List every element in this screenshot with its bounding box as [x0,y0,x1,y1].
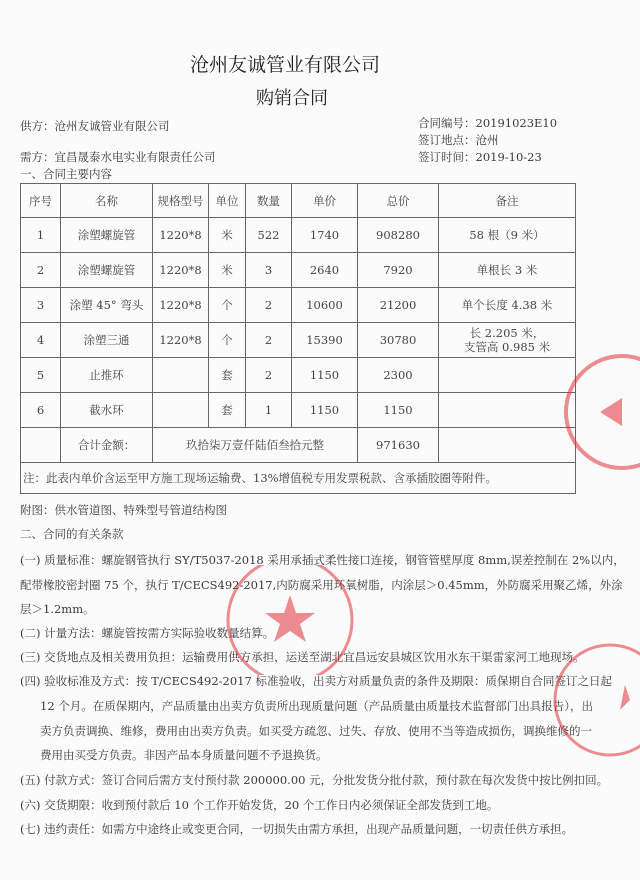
clause-line: (六) 交货期限：收到预付款后 10 个工作开始发货，20 个工作日内必须保证全部发货到工地。 [20,798,499,812]
column-header: 数量 [246,184,292,218]
table-cell: 单根长 3 米 [439,253,576,288]
table-cell: 单个长度 4.38 米 [439,288,576,323]
column-header: 总价 [358,184,439,218]
supplier-seal-stamp [215,565,365,675]
document-title: 购销合同 [256,88,328,109]
table-cell: 截水环 [61,393,153,428]
table-row [21,323,576,358]
total-label: 合计金额： [61,428,153,463]
total-row [21,428,576,463]
table-cell: 1150 [358,393,439,428]
table-cell: 6 [21,393,61,428]
clause-line: (四) 验收标准及方式：按 T/CECS492-2017 标准验收，出卖方对质量负责的条件及期限：质保期自合同签订之日起 [20,674,612,688]
table-cell: 1220*8 [153,218,209,253]
column-header: 备注 [439,184,576,218]
clause-line: 配带橡胶密封圈 75 个，执行 T/CECS492-2017,内防腐采用环氧树脂，内涂层＞0.45mm，外防腐采用聚乙烯，外涂 [20,578,623,592]
table-row [21,218,576,253]
table-cell: 1 [246,393,292,428]
clause-line: 层＞1.2mm。 [20,602,95,616]
table-row [21,253,576,288]
table-cell: 2640 [292,253,358,288]
clause-line: (三) 交货地点及相关费用负担：运输费用供方承担，运送至湖北宜昌远安县城区饮用水东干渠雷家河工地现场。 [20,650,585,664]
supplier: 供方：沧州友诚管业有限公司 [20,119,170,133]
table-cell [153,358,209,393]
company-title: 沧州友诚管业有限公司 [190,54,381,76]
table-cell: 7920 [358,253,439,288]
table-cell: 4 [21,323,61,358]
table-cell: 2 [21,253,61,288]
clause-line: 费用由买受方负责。非因产品本身质量问题不予退换货。 [40,748,328,762]
table-cell: 15390 [292,323,358,358]
sign-date: 签订时间：2019-10-23 [418,150,542,164]
table-cell: 522 [246,218,292,253]
sign-place: 签订地点：沧州 [418,133,499,147]
table-cell: 1150 [292,358,358,393]
supplier-seal-stamp-2 [540,640,640,760]
clause-line: (五) 付款方式：签订合同后需方支付预付款 200000.00 元，分批发货分批付款，预付款在每次发货中按比例扣回。 [20,773,609,787]
table-cell: 30780 [358,323,439,358]
buyer: 需方：宜昌晟泰水电实业有限责任公司 [20,150,216,164]
table-cell: 长 2.205 米， 支管高 0.985 米 [439,323,576,358]
table-cell: 个 [209,323,246,358]
table-header [21,184,576,218]
table-cell: 1220*8 [153,323,209,358]
table-note: 注：此表内单价含运至甲方施工现场运输费、13%增值税专用发票税款、含承插胶圈等附件。 [21,463,576,494]
table-cell: 21200 [358,288,439,323]
table-cell: 套 [209,358,246,393]
items-table [20,183,576,494]
table-cell: 1220*8 [153,288,209,323]
table-cell: 涂塑 45° 弯头 [61,288,153,323]
table-cell: 908280 [358,218,439,253]
table-cell: 套 [209,393,246,428]
table-cell [439,393,576,428]
clause-line: 卖方负责调换、维修，费用由出卖方负责。如买受方疏忽、过失、存放、使用不当等造成损伤，调换维修的一 [40,724,592,738]
column-header: 单位 [209,184,246,218]
table-cell [439,358,576,393]
table-cell [153,393,209,428]
table-cell: 米 [209,218,246,253]
buyer-seal-stamp [560,350,640,480]
contract-number: 合同编号：20191023E10 [418,116,558,130]
table-cell: 2 [246,323,292,358]
section-2-title: 二、合同的有关条款 [20,527,124,541]
table-cell: 个 [209,288,246,323]
table-cell: 米 [209,253,246,288]
clause-line: 12 个月。在质保期内，产品质量由出卖方负责所出现质量问题（产品质量由质量技术监督部门出具报告），出 [40,699,594,713]
column-header: 名称 [61,184,153,218]
table-cell: 1220*8 [153,253,209,288]
column-header: 序号 [21,184,61,218]
section-1-title: 一、合同主要内容 [20,167,112,181]
table-cell: 10600 [292,288,358,323]
table-cell: 2 [246,288,292,323]
table-cell: 涂塑三通 [61,323,153,358]
clause-line: (二) 计量方法：螺旋管按需方实际验收数量结算。 [20,626,275,640]
attachment: 附图：供水管道图、特殊型号管道结构图 [20,503,227,517]
table-cell: 3 [21,288,61,323]
table-cell: 2 [246,358,292,393]
table-cell: 涂塑螺旋管 [61,218,153,253]
table-cell: 1 [21,218,61,253]
total-value: 971630 [358,428,439,463]
table-row [21,358,576,393]
table-cell: 58 根（9 米） [439,218,576,253]
column-header: 规格型号 [153,184,209,218]
clause-line: (七) 违约责任：如需方中途终止或变更合同，一切损失由需方承担，出现产品质量问题，一切责任供方承担。 [20,822,574,836]
total-words: 玖拾柒万壹仟陆佰叁拾元整 [153,428,358,463]
note-row [21,463,576,494]
table-cell: 1740 [292,218,358,253]
table-cell: 3 [246,253,292,288]
clause-line: (一) 质量标准：螺旋钢管执行 SY/T5037-2018 采用承插式柔性接口连接，钢管管壁厚度 8mm,误差控制在 2%以内， [20,553,625,567]
table-cell: 2300 [358,358,439,393]
table-cell: 1150 [292,393,358,428]
table-row [21,393,576,428]
table-cell: 涂塑螺旋管 [61,253,153,288]
table-cell: 止推环 [61,358,153,393]
table-cell: 5 [21,358,61,393]
table-row [21,288,576,323]
column-header: 单价 [292,184,358,218]
